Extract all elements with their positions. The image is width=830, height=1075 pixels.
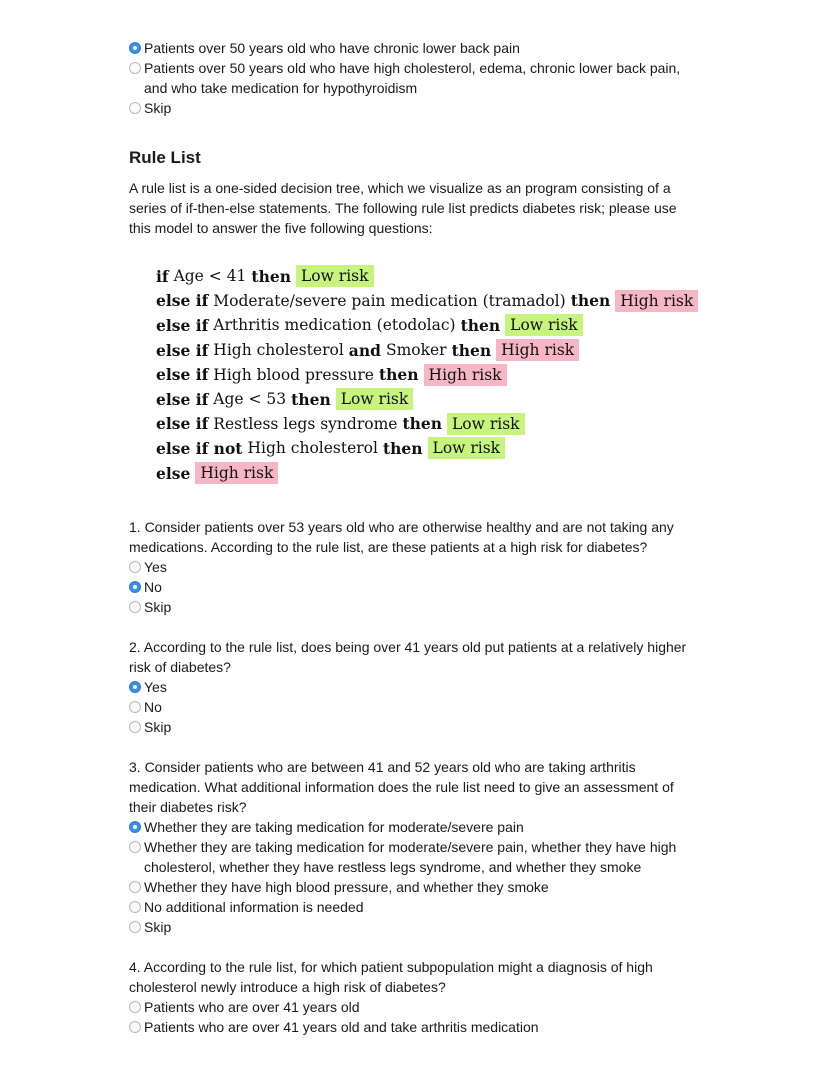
radio-option[interactable] [129,597,699,617]
rule-keyword: else if [156,365,209,385]
high-risk-label: High risk [615,290,698,312]
rule-keyword: then [291,389,331,409]
rule-condition: Smoker [385,341,447,360]
radio-button[interactable] [129,821,141,833]
questions [129,517,699,1037]
radio-option[interactable] [129,557,699,577]
radio-option[interactable] [129,1017,699,1037]
radio-button[interactable] [129,921,141,933]
low-risk-label: Low risk [336,388,414,410]
rule-keyword: else if not [156,438,243,458]
rule-condition: Age < 53 [213,390,287,409]
radio-option[interactable] [129,817,699,837]
rule-condition: Arthritis medication (etodolac) [213,316,456,335]
option-label: Whether they have high blood pressure, and whether they smoke [144,879,549,895]
radio-option[interactable] [129,837,699,877]
rule-list [156,264,716,485]
option-label: Skip [144,719,172,735]
high-risk-label: High risk [195,462,278,484]
question-text: 4. According to the rule list, for which patient subpopulation might a diagnosis of high cholesterol newly introduce a high risk of diabetes? [129,959,653,995]
option-label: Patients over 50 years old who have chronic lower back pain [144,40,520,56]
rule-keyword: then [378,365,419,385]
radio-option[interactable] [129,697,699,717]
question-3 [129,757,699,957]
radio-option[interactable] [129,717,699,737]
rule-keyword: then [402,414,443,434]
radio-button[interactable] [129,62,141,74]
question-2 [129,637,699,757]
option-label: Yes [144,559,167,575]
rule-line [156,412,716,437]
rule-line [156,289,716,314]
rule-line [156,264,716,289]
rule-keyword: then [382,438,423,458]
rule-keyword: else if [156,340,209,360]
option-label: Patients who are over 41 years old [144,999,360,1015]
rule-condition: High blood pressure [213,365,374,384]
radio-button[interactable] [129,721,141,733]
option-label: Whether they are taking medication for moderate/severe pain [144,819,524,835]
radio-option[interactable] [129,98,699,118]
radio-button[interactable] [129,102,141,114]
option-label: No additional information is needed [144,899,364,915]
radio-button[interactable] [129,901,141,913]
rule-keyword: then [251,266,291,286]
low-risk-label: Low risk [447,413,525,435]
option-label: Whether they are taking medication for moderate/severe pain, whether they have high cholesterol, whether they have restless legs syndrome, and whether they smoke [144,839,677,875]
rule-line [156,362,716,387]
rule-keyword: and [348,340,381,360]
rule-keyword: then [451,340,492,360]
rule-keyword: then [570,291,611,311]
option-label: Skip [144,599,172,615]
rule-condition: High cholesterol [213,341,344,360]
rule-keyword: if [156,266,169,286]
rule-list-section [129,147,699,238]
low-risk-label: Low risk [428,437,506,459]
option-label: No [144,699,162,715]
question-text: 2. According to the rule list, does being over 41 years old put patients at a relatively higher risk of diabetes? [129,639,687,675]
radio-option[interactable] [129,58,699,98]
radio-button[interactable] [129,601,141,613]
rule-keyword: else [156,463,191,483]
top-options [129,38,699,118]
rule-condition: Restless legs syndrome [213,414,398,433]
rule-line [156,436,716,461]
option-label: Patients who are over 41 years old and take arthritis medication [144,1019,539,1035]
radio-button[interactable] [129,1021,141,1033]
rule-keyword: else if [156,291,209,311]
radio-button[interactable] [129,841,141,853]
rule-keyword: else if [156,389,209,409]
rule-condition: Moderate/severe pain medication (tramadol) [213,291,566,310]
high-risk-label: High risk [424,364,507,386]
rule-line [156,338,716,363]
radio-option[interactable] [129,997,699,1017]
low-risk-label: Low risk [505,314,583,336]
question-text: 1. Consider patients over 53 years old who are otherwise healthy and are not taking any medications. According to the rule list, are these patients at a high risk for diabetes? [129,519,674,555]
radio-button[interactable] [129,701,141,713]
rule-keyword: then [460,315,501,335]
option-label: Patients over 50 years old who have high cholesterol, edema, chronic lower back pain, and who take medication for hypothyroidism [144,60,681,96]
radio-button[interactable] [129,881,141,893]
radio-button[interactable] [129,42,141,54]
option-label: Skip [144,100,172,116]
rule-condition: Age < 41 [173,267,247,286]
rule-line [156,387,716,412]
radio-option[interactable] [129,877,699,897]
rule-line [156,461,716,486]
radio-button[interactable] [129,1001,141,1013]
section-intro: A rule list is a one-sided decision tree, which we visualize as an program consisting of a series of if-then-else statements. The following rule list predicts diabetes risk; please use this model to answer the five following questions: [129,180,677,236]
radio-option[interactable] [129,38,699,58]
radio-button[interactable] [129,581,141,593]
radio-button[interactable] [129,681,141,693]
radio-button[interactable] [129,561,141,573]
radio-option[interactable] [129,577,699,597]
option-label: Yes [144,679,167,695]
low-risk-label: Low risk [296,265,374,287]
high-risk-label: High risk [496,339,579,361]
rule-keyword: else if [156,414,209,434]
option-label: Skip [144,919,172,935]
question-4 [129,957,699,1037]
section-title: Rule List [129,148,201,167]
radio-option[interactable] [129,897,699,917]
radio-option[interactable] [129,917,699,937]
question-1 [129,517,699,637]
rule-line [156,313,716,338]
question-text: 3. Consider patients who are between 41 and 52 years old who are taking arthritis medication. What additional information does the rule list need to give an assessment of their diabetes risk? [129,759,674,815]
option-label: No [144,579,162,595]
radio-option[interactable] [129,677,699,697]
rule-condition: High cholesterol [247,439,378,458]
rule-keyword: else if [156,315,209,335]
